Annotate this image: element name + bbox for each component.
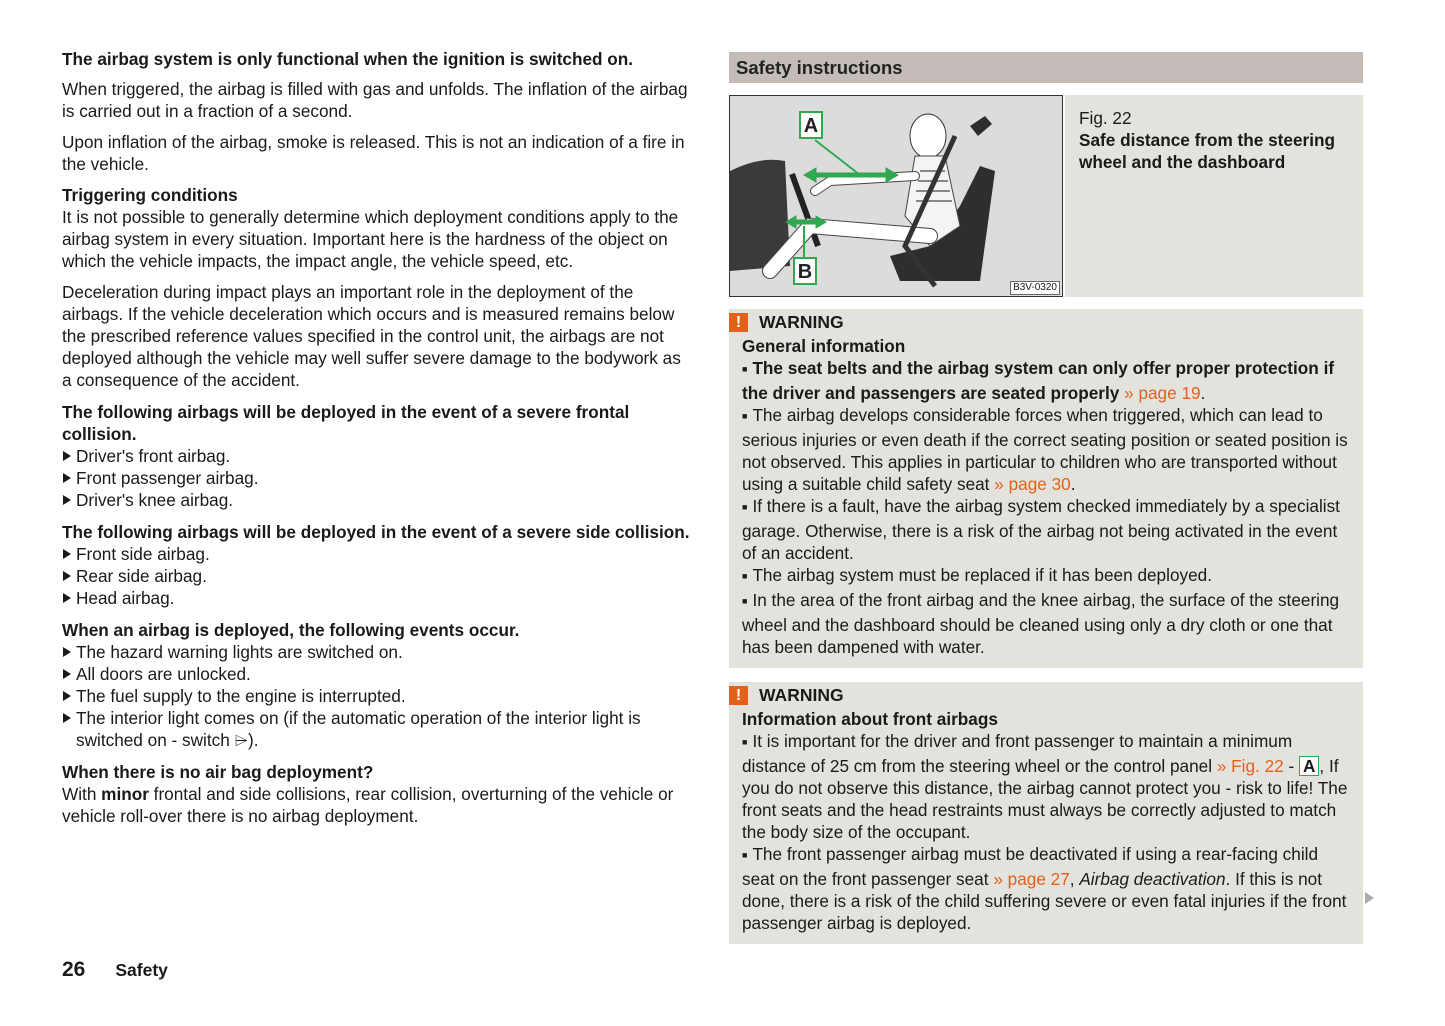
- list-item: The interior light comes on (if the automatic operation of the interior light is switched on - switch ⌲).: [62, 707, 694, 751]
- warning-box-front-airbags: [729, 682, 1363, 944]
- frontal-section: [62, 401, 694, 511]
- no-deploy-heading: When there is no air bag deployment?: [62, 762, 374, 782]
- page-link[interactable]: » page 27: [993, 869, 1070, 889]
- frontal-heading: The following airbags will be deployed in the event of a severe frontal collision.: [62, 402, 630, 444]
- figure-illustration: [729, 95, 1063, 297]
- triggering-section: [62, 184, 694, 391]
- figure-label-a: A: [803, 115, 819, 137]
- figure-caption: [1065, 95, 1363, 297]
- page-footer: [62, 958, 168, 982]
- text: frontal and side collisions, rear collision, overturning of the vehicle or vehicle roll-over there is no airbag deployment.: [62, 784, 674, 826]
- warning-subtitle: Information about front airbags: [742, 709, 998, 729]
- warning-subtitle: General information: [742, 336, 906, 356]
- warning-bullet: ■ The airbag system must be replaced if it has been deployed.: [742, 564, 1349, 589]
- intro-paragraph-1: When triggered, the airbag is filled with gas and unfolds. The inflation of the airbag is carried out in a fraction of a second.: [62, 79, 688, 121]
- deployed-list: [62, 641, 694, 751]
- warning-bullet: ■ The seat belts and the airbag system can only offer proper protection if the driver and passengers are seated properly » page 19.: [742, 357, 1349, 404]
- text: , If you do not observe this distance, the airbag cannot protect you - risk to life! The front seats and the head restraints must always be correctly adjusted to match the body size of the occupant.: [742, 756, 1348, 842]
- list-item: Front side airbag.: [62, 543, 694, 565]
- side-section: [62, 521, 694, 609]
- side-heading: The following airbags will be deployed in the event of a severe side collision.: [62, 522, 690, 542]
- warning-bullet: [742, 730, 1349, 843]
- continue-arrow-icon: [1365, 892, 1374, 904]
- triggering-paragraph-2: Deceleration during impact plays an important role in the deployment of the airbags. If the vehicle deceleration which occurs and is measured remains below the prescribed reference values specified in the control unit, the airbags are not deployed although the vehicle may well suffer severe damage to the bodywork as a consequence of the accident.: [62, 282, 681, 390]
- emphasis: minor: [101, 784, 149, 804]
- list-item: Head airbag.: [62, 587, 694, 609]
- deployed-section: [62, 619, 694, 751]
- warning-bullet: ■ In the area of the front airbag and the knee airbag, the surface of the steering wheel and the dashboard should be cleaned using only a dry cloth or one that has been dampened with water.: [742, 589, 1349, 658]
- warning-box-general: [729, 309, 1363, 668]
- cross-ref-title: Airbag deactivation: [1079, 869, 1226, 889]
- figure-link[interactable]: » Fig. 22: [1216, 756, 1284, 776]
- text: With: [62, 784, 102, 804]
- page-link[interactable]: » page 30: [994, 474, 1071, 494]
- deployed-heading: When an airbag is deployed, the following events occur.: [62, 620, 520, 640]
- section-header: Safety instructions: [729, 52, 1363, 83]
- left-column: [62, 48, 694, 837]
- figure-number: Fig. 22: [1079, 108, 1132, 128]
- triggering-paragraph-1: It is not possible to generally determine which deployment conditions apply to the airbag system in every situation. Important here is the hardness of the object on which the vehicle impacts, the impact angle, the vehicle speed, etc.: [62, 207, 679, 271]
- warning-icon: !: [729, 313, 748, 332]
- warning-bullet: ■ The front passenger airbag must be deactivated if using a rear-facing child seat on the front passenger seat » page 27, Airbag deactivation. If this is not done, there is a risk of the child suffering severe or even fatal injuries if the front passenger airbag is deployed.: [742, 843, 1349, 934]
- list-item: Driver's knee airbag.: [62, 489, 694, 511]
- list-item: The fuel supply to the engine is interrupted.: [62, 685, 694, 707]
- warning-title: WARNING: [759, 685, 844, 705]
- intro-paragraph-2: Upon inflation of the airbag, smoke is released. This is not an indication of a fire in the vehicle.: [62, 132, 685, 174]
- page-link[interactable]: » page 19: [1124, 383, 1201, 403]
- warning-title: WARNING: [759, 312, 844, 332]
- no-deploy-section: [62, 761, 694, 827]
- text: -: [1283, 756, 1295, 776]
- warning-icon: !: [729, 686, 748, 705]
- triggering-heading: Triggering conditions: [62, 185, 238, 205]
- no-deploy-paragraph: [62, 783, 694, 827]
- text: The seat belts and the airbag system can only offer proper protection if the driver and passengers are seated properly: [742, 358, 1335, 403]
- figure-title: Safe distance from the steering wheel and the dashboard: [1079, 130, 1335, 172]
- text: The airbag develops considerable forces when triggered, which can lead to serious injuries or even death if the correct seating position or seated position is not observed. This applies in particular to children who are transported without using a suitable child safety seat: [742, 405, 1348, 494]
- warning-header: [729, 682, 1349, 708]
- list-item: The hazard warning lights are switched on.: [62, 641, 694, 663]
- list-item: Rear side airbag.: [62, 565, 694, 587]
- figure-row: [729, 95, 1363, 297]
- text: It is important for the driver and front passenger to maintain a minimum distance of 25 cm from the steering wheel or the control panel: [742, 731, 1293, 776]
- warning-header: [729, 309, 1349, 335]
- figure-label-b: B: [797, 261, 813, 283]
- list-item: All doors are unlocked.: [62, 663, 694, 685]
- right-column: [729, 52, 1363, 944]
- intro-heading: The airbag system is only functional when the ignition is switched on.: [62, 49, 634, 69]
- frontal-list: [62, 445, 694, 511]
- text: The front passenger airbag must be deactivated if using a rear-facing child seat on the front passenger seat: [742, 844, 1319, 889]
- figure-label-a-ref: A: [1299, 756, 1319, 776]
- footer-section: Safety: [115, 960, 168, 980]
- list-item: Driver's front airbag.: [62, 445, 694, 467]
- warning-bullet: ■ The airbag develops considerable forces when triggered, which can lead to serious injuries or even death if the correct seating position or seated position is not observed. This applies in particular to children who are transported without using a suitable child safety seat » page 30.: [742, 404, 1349, 495]
- warning-bullet: ■ If there is a fault, have the airbag system checked immediately by a specialist garage. Otherwise, there is a risk of the airbag not being activated in the event of an accident.: [742, 495, 1349, 564]
- text: . If this is not done, there is a risk of the child suffering severe or even fatal injuries if the front passenger airbag is deployed.: [742, 869, 1347, 933]
- figure-code: B3V-0320: [1010, 281, 1060, 295]
- page-number: 26: [62, 958, 86, 981]
- list-item: Front passenger airbag.: [62, 467, 694, 489]
- side-list: [62, 543, 694, 609]
- driver-seating-illustration-icon: [730, 96, 1062, 296]
